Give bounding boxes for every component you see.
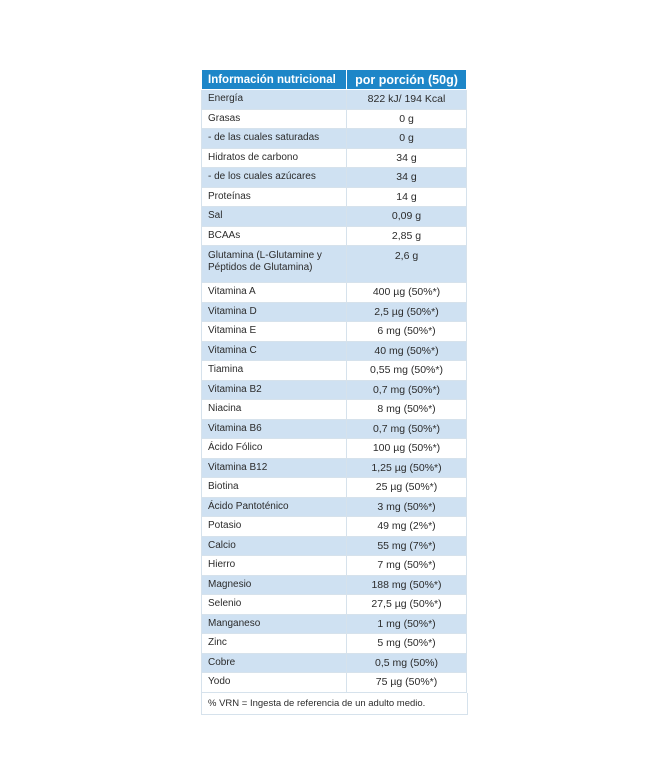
nutrient-value: 0 g xyxy=(347,109,467,129)
header-per-serving: por porción (50g) xyxy=(347,70,467,90)
nutrient-value: 0,5 mg (50%) xyxy=(347,653,467,673)
nutrient-value: 2,6 g xyxy=(347,246,467,283)
nutrient-name: Glutamina (L-Glutamine y Péptidos de Glutamina) xyxy=(202,246,347,283)
table-row xyxy=(202,341,467,361)
table-row xyxy=(202,517,467,537)
nutrient-name: Zinc xyxy=(202,634,347,654)
table-row xyxy=(202,419,467,439)
nutrient-value: 2,5 µg (50%*) xyxy=(347,302,467,322)
nutrient-value: 49 mg (2%*) xyxy=(347,517,467,537)
table-header-row xyxy=(202,70,467,90)
nutrient-name: Yodo xyxy=(202,673,347,693)
table-row xyxy=(202,322,467,342)
nutrient-name: Hidratos de carbono xyxy=(202,148,347,168)
nutrient-name: Sal xyxy=(202,207,347,227)
table-row xyxy=(202,246,467,283)
table-row xyxy=(202,226,467,246)
nutrient-name: Hierro xyxy=(202,556,347,576)
nutrient-value: 14 g xyxy=(347,187,467,207)
nutrient-value: 0,09 g xyxy=(347,207,467,227)
nutrient-name: Tiamina xyxy=(202,361,347,381)
table-row xyxy=(202,614,467,634)
nutrient-name: Vitamina D xyxy=(202,302,347,322)
nutrient-name: Magnesio xyxy=(202,575,347,595)
nutrient-value: 188 mg (50%*) xyxy=(347,575,467,595)
nutrient-value: 0,7 mg (50%*) xyxy=(347,380,467,400)
table-row xyxy=(202,302,467,322)
nutrient-value: 400 µg (50%*) xyxy=(347,283,467,303)
table-body xyxy=(202,90,467,693)
table-row xyxy=(202,478,467,498)
nutrient-name: Vitamina B2 xyxy=(202,380,347,400)
nutrient-value: 25 µg (50%*) xyxy=(347,478,467,498)
nutrient-name: Manganeso xyxy=(202,614,347,634)
table-row xyxy=(202,556,467,576)
nutrient-value: 3 mg (50%*) xyxy=(347,497,467,517)
table-row xyxy=(202,439,467,459)
nutrient-name: Niacina xyxy=(202,400,347,420)
nutrient-value: 100 µg (50%*) xyxy=(347,439,467,459)
nutrient-value: 55 mg (7%*) xyxy=(347,536,467,556)
nutrient-name: Vitamina B12 xyxy=(202,458,347,478)
nutrient-name: Calcio xyxy=(202,536,347,556)
table-row xyxy=(202,283,467,303)
nutrient-name: Vitamina A xyxy=(202,283,347,303)
nutrient-name: Vitamina C xyxy=(202,341,347,361)
nutrient-value: 5 mg (50%*) xyxy=(347,634,467,654)
nutrient-value: 822 kJ/ 194 Kcal xyxy=(347,90,467,110)
nutrient-name: Vitamina E xyxy=(202,322,347,342)
nutrient-value: 1 mg (50%*) xyxy=(347,614,467,634)
table-row xyxy=(202,634,467,654)
nutrient-name: Ácido Pantoténico xyxy=(202,497,347,517)
nutrient-name: - de los cuales azúcares xyxy=(202,168,347,188)
table-row xyxy=(202,187,467,207)
nutrient-name: BCAAs xyxy=(202,226,347,246)
nutrient-value: 6 mg (50%*) xyxy=(347,322,467,342)
nutrient-value: 8 mg (50%*) xyxy=(347,400,467,420)
nutrition-table-container xyxy=(201,69,466,715)
table-row xyxy=(202,207,467,227)
nutrient-value: 40 mg (50%*) xyxy=(347,341,467,361)
nutrient-value: 0,55 mg (50%*) xyxy=(347,361,467,381)
table-row xyxy=(202,497,467,517)
table-row xyxy=(202,575,467,595)
table-row xyxy=(202,653,467,673)
table-row xyxy=(202,129,467,149)
table-row xyxy=(202,673,467,693)
nutrient-name: Biotina xyxy=(202,478,347,498)
nutrient-name: Selenio xyxy=(202,595,347,615)
table-row xyxy=(202,458,467,478)
nutrient-value: 2,85 g xyxy=(347,226,467,246)
nutrient-name: Ácido Fólico xyxy=(202,439,347,459)
nutrient-name: Vitamina B6 xyxy=(202,419,347,439)
table-row xyxy=(202,90,467,110)
nutrition-table xyxy=(201,69,467,693)
footnote: % VRN = Ingesta de referencia de un adulto medio. xyxy=(201,693,468,715)
nutrient-value: 7 mg (50%*) xyxy=(347,556,467,576)
nutrient-name: Grasas xyxy=(202,109,347,129)
nutrient-value: 0,7 mg (50%*) xyxy=(347,419,467,439)
nutrient-value: 1,25 µg (50%*) xyxy=(347,458,467,478)
nutrient-name: Potasio xyxy=(202,517,347,537)
nutrient-value: 75 µg (50%*) xyxy=(347,673,467,693)
header-nutrient: Información nutricional xyxy=(202,70,347,90)
table-row xyxy=(202,168,467,188)
table-row xyxy=(202,400,467,420)
table-row xyxy=(202,109,467,129)
table-row xyxy=(202,148,467,168)
nutrient-name: - de las cuales saturadas xyxy=(202,129,347,149)
table-row xyxy=(202,380,467,400)
table-row xyxy=(202,595,467,615)
nutrient-value: 34 g xyxy=(347,148,467,168)
table-row xyxy=(202,361,467,381)
nutrient-name: Cobre xyxy=(202,653,347,673)
nutrient-value: 27,5 µg (50%*) xyxy=(347,595,467,615)
nutrient-name: Energía xyxy=(202,90,347,110)
table-row xyxy=(202,536,467,556)
nutrient-value: 0 g xyxy=(347,129,467,149)
nutrient-value: 34 g xyxy=(347,168,467,188)
nutrient-name: Proteínas xyxy=(202,187,347,207)
